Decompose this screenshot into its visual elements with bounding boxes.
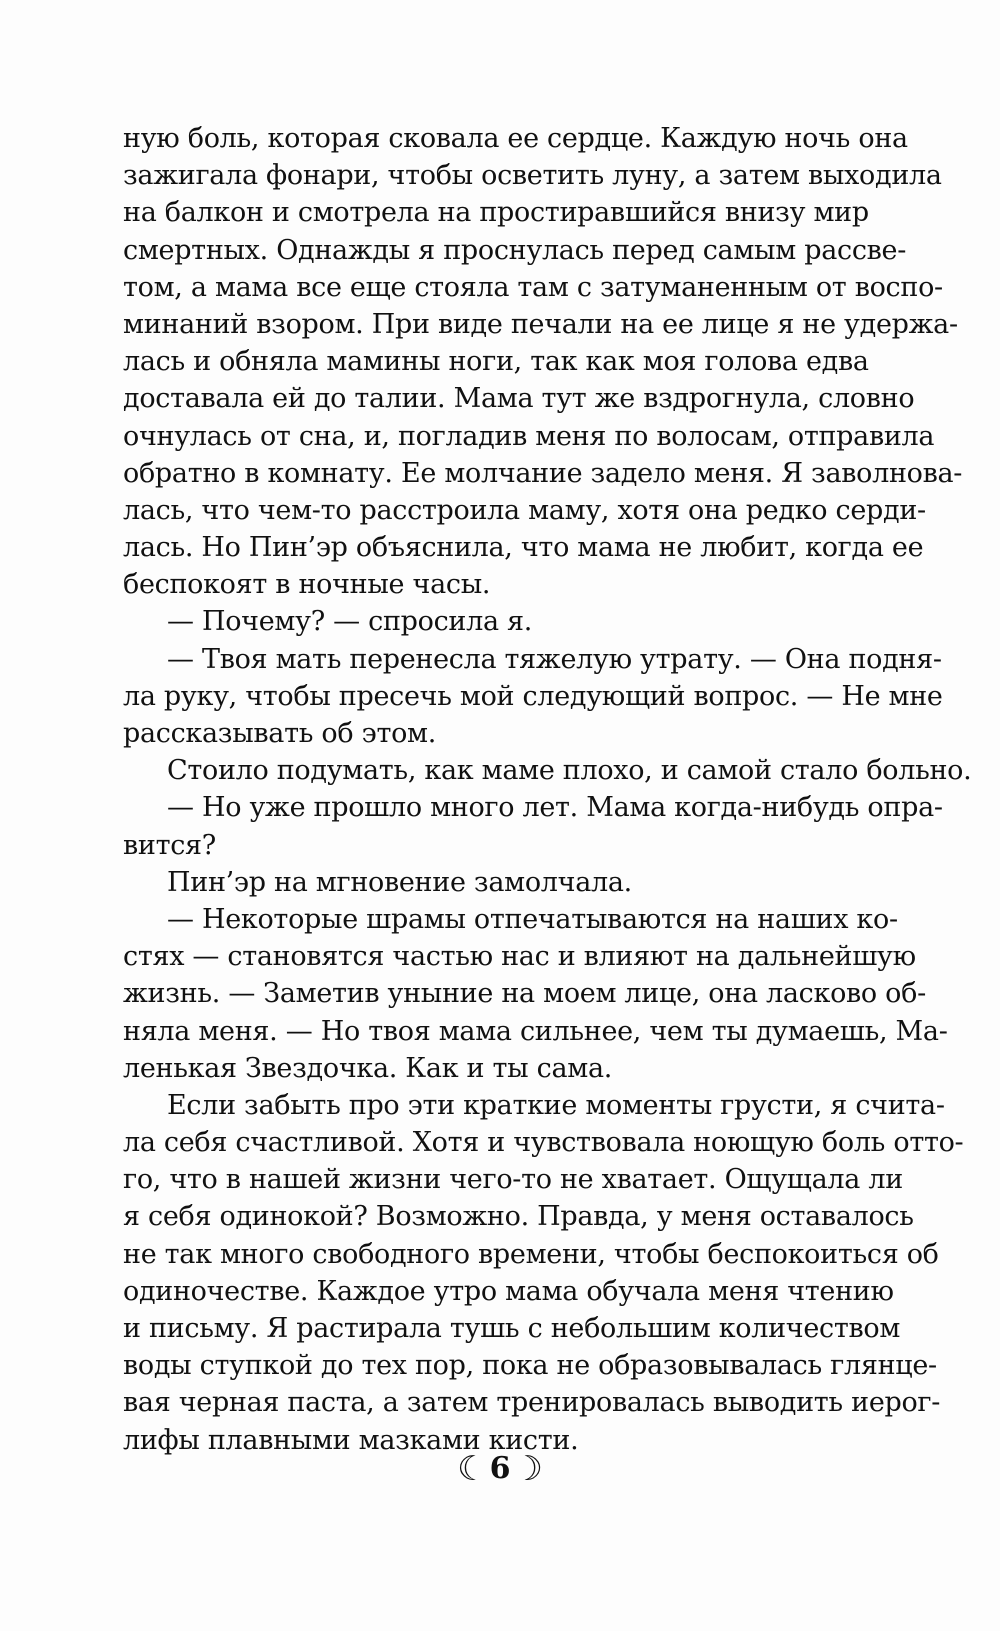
text-line: ную боль, которая сковала ее сердце. Каждую ночь она [123, 123, 908, 154]
text-line: жизнь. — Заметив уныние на моем лице, она ласково об- [123, 978, 926, 1010]
text-line: лась и обняла мамины ноги, так как моя голова едва [123, 346, 869, 378]
text-line: няла меня. — Но твоя мама сильнее, чем ты думаешь, Ма- [123, 1015, 948, 1047]
dialogue-line: — Почему? — спросила я. [167, 606, 533, 638]
text-line: ленькая Звездочка. Как и ты сама. [123, 1052, 613, 1084]
text-line: Пин’эр на мгновение замолчала. [167, 866, 632, 898]
text-line: очнулась от сна, и, погладив меня по волосам, отправила [123, 420, 935, 452]
crescent-moon-left-icon: ☾ [457, 1449, 488, 1489]
text-line: ла руку, чтобы пресечь мой следующий вопрос. — Не мне [123, 680, 943, 712]
text-line: Если забыть про эти краткие моменты грусти, я счита- [167, 1089, 945, 1121]
text-line: я себя одинокой? Возможно. Правда, у меня оставалось [123, 1201, 914, 1233]
text-line: лифы плавными мазками кисти. [123, 1424, 579, 1456]
dialogue-line: — Некоторые шрамы отпечатываются на наших ко- [167, 903, 898, 935]
text-line: лась, что чем-то расстроила маму, хотя она редко серди- [123, 494, 926, 526]
text-line: доставала ей до талии. Мама тут же вздрогнула, словно [123, 383, 915, 415]
text-line: на балкон и смотрела на простиравшийся внизу мир [123, 197, 869, 229]
page-number [0, 1448, 1000, 1489]
text-line: рассказывать об этом. [123, 718, 437, 749]
text-line: том, а мама все еще стояла там с затуманенным от воспо- [123, 271, 943, 303]
text-line: воды ступкой до тех пор, пока не образовывалась глянце- [123, 1350, 937, 1382]
text-line: стях — становятся частью нас и влияют на дальнейшую [123, 941, 916, 973]
text-line: смертных. Однажды я проснулась перед самым рассве- [123, 234, 907, 266]
text-line: минаний взором. При виде печали на ее лице я не удержа- [123, 308, 958, 340]
body-text [123, 120, 972, 1459]
crescent-moon-right-icon: ☽ [512, 1449, 543, 1489]
text-line: го, что в нашей жизни чего-то не хватает. Ощущала ли [123, 1164, 903, 1196]
text-line: не так много свободного времени, чтобы беспокоиться об [123, 1238, 939, 1270]
text-line: обратно в комнату. Ее молчание задело меня. Я заволнова- [123, 457, 963, 489]
text-line: беспокоят в ночные часы. [123, 569, 491, 601]
text-line: ла себя счастливой. Хотя и чувствовала ноющую боль отто- [123, 1127, 964, 1159]
page-number-value: 6 [489, 1451, 511, 1486]
dialogue-line: — Но уже прошло много лет. Мама когда-нибудь опра- [167, 792, 943, 824]
text-line: лась. Но Пин’эр объяснила, что мама не любит, когда ее [123, 532, 924, 564]
text-line: Стоило подумать, как маме плохо, и самой стало больно. [167, 755, 972, 787]
text-line: вится? [123, 829, 216, 861]
text-line: вая черная паста, а затем тренировалась выводить иерог- [123, 1387, 941, 1419]
dialogue-line: — Твоя мать перенесла тяжелую утрату. — Она подня- [167, 643, 942, 675]
text-line: зажигала фонари, чтобы осветить луну, а затем выходила [123, 160, 942, 192]
text-line: одиночестве. Каждое утро мама обучала меня чтению [123, 1275, 894, 1307]
text-line: и письму. Я растирала тушь с небольшим количеством [123, 1313, 901, 1344]
